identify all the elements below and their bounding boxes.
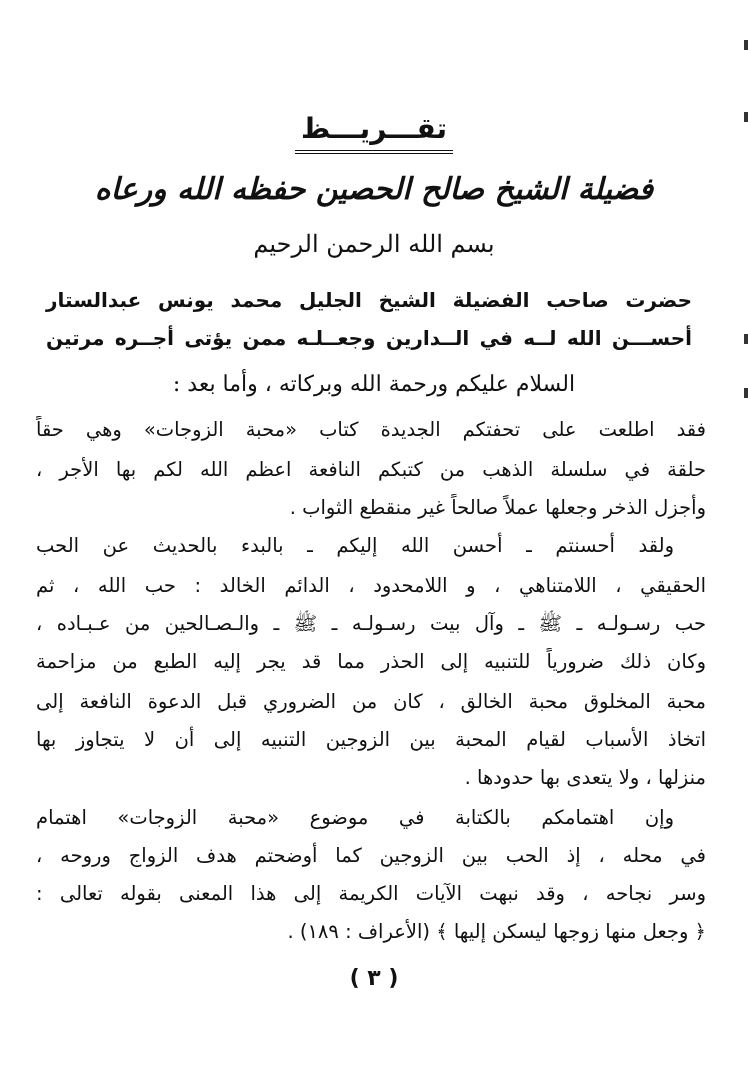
page-subtitle: فضيلة الشيخ صالح الحصين حفظه الله ورعاه bbox=[94, 172, 654, 207]
greeting: السلام عليكم ورحمة الله وبركاته ، وأما بعد : bbox=[172, 372, 576, 397]
body-line: اتخاذ الأسباب لقيام المحبة بين الزوجين التنبيه إلى أن لا يتجاوز بها bbox=[36, 728, 706, 751]
addressee-line: حضرت صاحب الفضيلة الشيخ الجليل محمد يونس عبدالستار bbox=[46, 288, 692, 312]
body-line: فقد اطلعت على تحفتكم الجديدة كتاب «محبة الزوجات» وهي حقاً bbox=[36, 418, 706, 441]
body-line: وأجزل الذخر وجعلها عملاً صالحاً غير منقطع الثواب . bbox=[289, 496, 706, 519]
body-line: حب رسـولـه ـ ﷺ ـ وآل بيت رسـولـه ـ ﷺ ـ والـصـالحين من عـبـاده ، bbox=[36, 612, 706, 635]
addressee-line: أحســـن الله لــه في الــدارين وجعــلـه ممن يؤتى أجــره مرتين bbox=[46, 326, 692, 350]
page-number: ( ٣ ) bbox=[349, 966, 399, 991]
body-line: محبة المخلوق محبة الخالق ، كان من الضروري قبل الدعوة النافعة إلى bbox=[36, 690, 706, 713]
basmala: بسم الله الرحمن الرحيم bbox=[253, 230, 495, 258]
body-line: وسر نجاحه ، وقد نبهت الآيات الكريمة إلى هذا المعنى بقوله تعالى : bbox=[36, 882, 706, 905]
page-title: تقـــريـــظ bbox=[295, 112, 453, 154]
body-line: وإن اهتمامكم بالكتابة في موضوع «محبة الزوجات» اهتمام bbox=[36, 806, 674, 829]
scan-edge-mark bbox=[744, 334, 748, 344]
body-line: ﴿ وجعل منها زوجها ليسكن إليها ﴾ (الأعراف : ١٨٩) . bbox=[287, 920, 706, 943]
body-line: ولقد أحسنتم ـ أحسن الله إليكم ـ بالبدء بالحديث عن الحب bbox=[36, 534, 674, 557]
body-line: في محله ، إذ الحب بين الزوجين كما أوضحتم هدف الزواج وروحه ، bbox=[36, 844, 706, 867]
scan-edge-mark bbox=[744, 40, 748, 50]
body-line: الحقيقي ، اللامتناهي ، و اللامحدود ، الدائم الخالد : حب الله ، ثم bbox=[36, 574, 706, 597]
body-line: وكان ذلك ضرورياً للتنبيه إلى الحذر مما قد يجر إليه الطبع من مزاحمة bbox=[36, 650, 706, 673]
scan-edge-mark bbox=[744, 388, 748, 398]
body-line: منزلها ، ولا يتعدى بها حدودها . bbox=[464, 766, 706, 789]
body-line: حلقة في سلسلة الذهب من كتبكم النافعة اعظم الله لكم بها الأجر ، bbox=[36, 458, 706, 481]
title-container bbox=[0, 112, 748, 154]
